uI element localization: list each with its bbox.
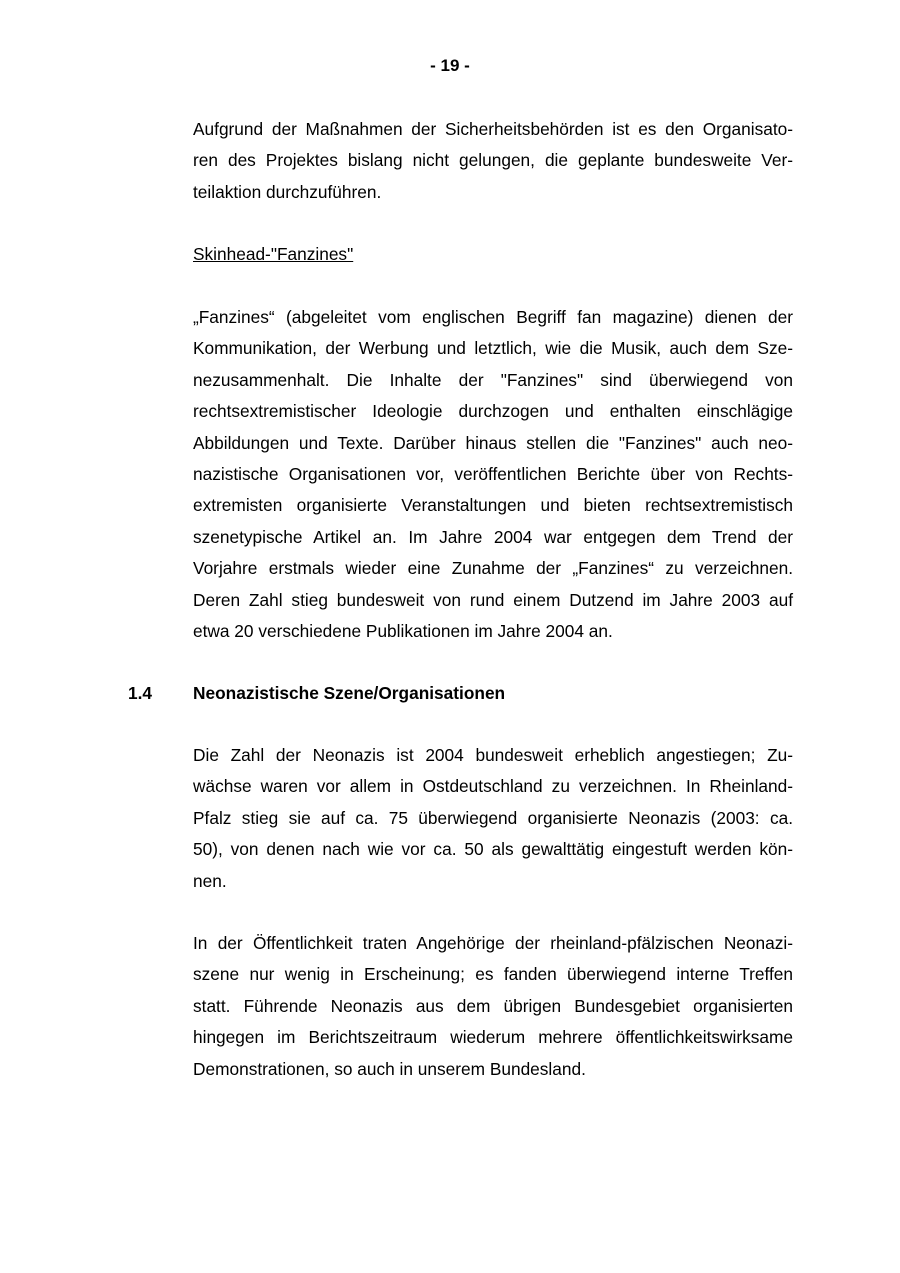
text-line: nen. — [193, 870, 227, 891]
text-line: rechtsextremistischer Ideologie durchzogen und enthalten einschlägige — [193, 401, 793, 422]
page-number: - 19 - — [430, 56, 470, 75]
text-line: teilaktion durchzuführen. — [193, 181, 382, 202]
neonazi-count-paragraph — [193, 740, 793, 897]
fanzines-subheading: Skinhead-"Fanzines" — [193, 244, 354, 264]
text-line: Abbildungen und Texte. Darüber hinaus stellen die "Fanzines" auch neo- — [193, 432, 793, 453]
text-line: extremisten organisierte Veranstaltungen und bieten rechtsextremistisch — [193, 495, 793, 516]
text-line: In der Öffentlichkeit traten Angehörige der rheinland-pfälzischen Neonazi- — [193, 933, 793, 953]
public-appearance-paragraph — [193, 928, 793, 1085]
text-line: wächse waren vor allem in Ostdeutschland zu verzeichnen. In Rheinland- — [193, 776, 793, 797]
fanzines-paragraph — [193, 302, 793, 647]
text-line: nazistische Organisationen vor, veröffentlichen Berichte über von Rechts- — [193, 464, 793, 485]
text-line: hingegen im Berichtszeitraum wiederum mehrere öffentlichkeitswirksame — [193, 1027, 793, 1048]
section-number: 1.4 — [128, 683, 153, 703]
text-line: Demonstrationen, so auch in unserem Bundesland. — [193, 1058, 586, 1079]
text-line: Pfalz stieg sie auf ca. 75 überwiegend organisierte Neonazis (2003: ca. — [193, 807, 793, 828]
text-line: ren des Projektes bislang nicht gelungen, die geplante bundesweite Ver- — [193, 150, 793, 171]
text-line: nezusammenhalt. Die Inhalte der "Fanzines" sind überwiegend von — [193, 369, 793, 390]
text-line: 50), von denen nach wie vor ca. 50 als gewalttätig eingestuft werden kön- — [193, 839, 793, 860]
intro-paragraph — [193, 114, 793, 208]
text-line: Deren Zahl stieg bundesweit von rund einem Dutzend im Jahre 2003 auf — [193, 589, 793, 610]
text-line: statt. Führende Neonazis aus dem übrigen Bundesgebiet organisierten — [193, 995, 793, 1016]
text-line: „Fanzines“ (abgeleitet vom englischen Begriff fan magazine) dienen der — [193, 307, 793, 327]
text-line: Kommunikation, der Werbung und letztlich, wie die Musik, auch dem Sze- — [193, 338, 793, 359]
text-line: etwa 20 verschiedene Publikationen im Jahre 2004 an. — [193, 621, 613, 642]
section-title: Neonazistische Szene/Organisationen — [193, 683, 506, 703]
text-line: szenetypische Artikel an. Im Jahre 2004 war entgegen dem Trend der — [193, 526, 793, 547]
text-line: Aufgrund der Maßnahmen der Sicherheitsbehörden ist es den Organisato- — [193, 119, 793, 139]
text-line: Vorjahre erstmals wieder eine Zunahme der „Fanzines“ zu verzeichnen. — [193, 558, 793, 579]
text-line: szene nur wenig in Erscheinung; es fanden überwiegend interne Treffen — [193, 964, 793, 985]
text-line: Die Zahl der Neonazis ist 2004 bundesweit erheblich angestiegen; Zu- — [193, 745, 793, 765]
